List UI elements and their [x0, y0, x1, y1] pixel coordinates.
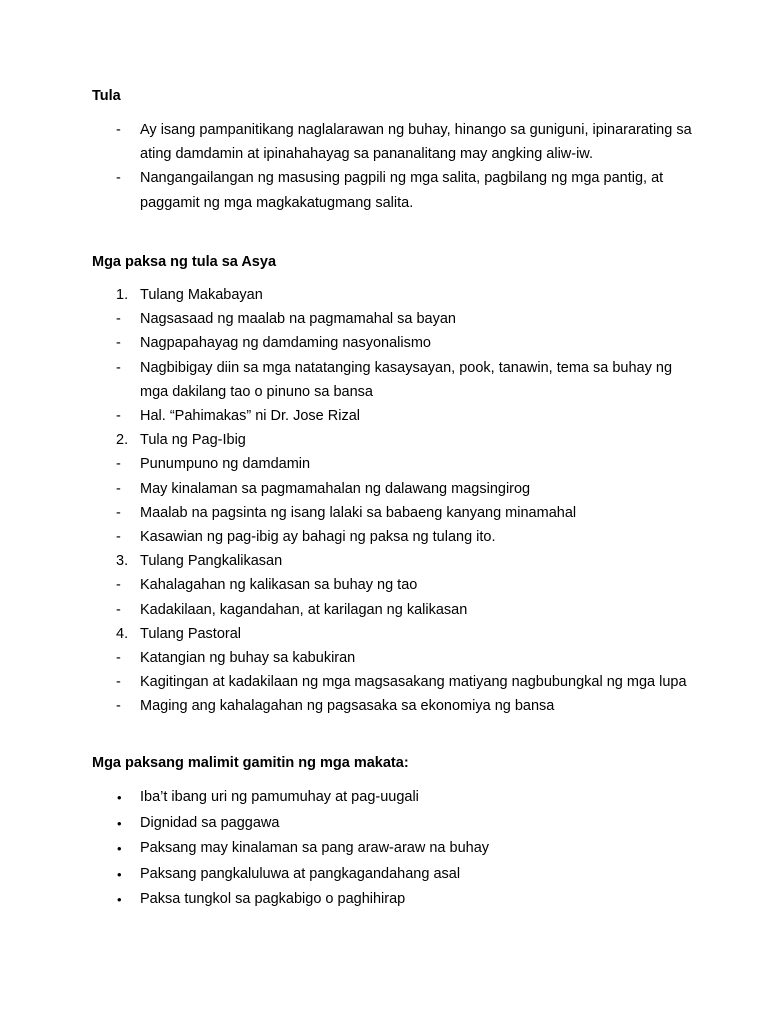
dash-marker: -	[116, 170, 121, 187]
list-item-text: Paksa tungkol sa pagkabigo o paghihirap	[140, 891, 406, 907]
section-heading-paksang-malimit: Mga paksang malimit gamitin ng mga makata:	[92, 755, 409, 771]
dash-marker: -	[116, 577, 121, 594]
list-item-text: Dignidad sa paggawa	[140, 814, 280, 831]
list-item	[0, 598, 700, 622]
list-item-text: Nagbibigay diin sa mga natatanging kasaysayan, pook, tanawin, tema sa buhay ng mga dakilang tao o pinuno sa bansa	[140, 359, 673, 400]
list-item-text: Nagpapahayag ng damdaming nasyonalismo	[140, 335, 431, 352]
list-item-text: Kagitingan at kadakilaan ng mga magsasakang matiyang nagbubungkal ng mga lupa	[140, 674, 687, 691]
dash-marker: -	[116, 480, 121, 497]
list-item	[0, 118, 700, 166]
list-item-text: Tulang Makabayan	[140, 287, 263, 303]
list-item	[0, 501, 700, 525]
section-heading-paksa-asya: Mga paksa ng tula sa Asya	[92, 254, 277, 270]
dash-marker: -	[116, 504, 121, 521]
number-marker: 4.	[116, 625, 129, 642]
paksa-asya-list	[0, 283, 768, 719]
list-item-numbered	[0, 428, 700, 452]
dash-marker: -	[116, 650, 121, 667]
dash-marker: -	[116, 529, 121, 546]
list-item-text: Tulang Pangkalikasan	[140, 553, 283, 570]
list-item	[0, 166, 700, 214]
list-item	[0, 356, 700, 404]
number-marker: 3.	[116, 553, 129, 570]
list-item-text: Paksang pangkaluluwa at pangkagandahang asal	[140, 865, 461, 882]
bullet-marker: •	[117, 841, 122, 856]
list-item	[0, 452, 700, 476]
list-item	[0, 525, 700, 549]
bullet-marker: •	[117, 815, 122, 831]
list-item-text: Tula ng Pag-Ibig	[140, 432, 246, 449]
list-item-text: Tulang Pastoral	[140, 625, 242, 642]
bullet-marker: •	[117, 866, 122, 882]
list-item-text: Maging ang kahalagahan ng pagsasaka sa ekonomiya ng bansa	[140, 698, 555, 715]
paksang-malimit-list	[0, 785, 768, 913]
number-marker: 1.	[116, 287, 129, 303]
list-item-text: Paksang may kinalaman sa pang araw-araw na buhay	[140, 840, 490, 856]
bullet-marker: •	[117, 790, 122, 805]
list-item-text: Punumpuno ng damdamin	[140, 456, 311, 473]
list-item	[0, 573, 700, 597]
list-item-text: Katangian ng buhay sa kabukiran	[140, 650, 356, 667]
list-item-text: Nangangailangan ng masusing pagpili ng mga salita, pagbilang ng mga pantig, at paggamit ng mga magkakatugmang salita.	[140, 170, 664, 211]
list-item-text: Ay isang pampanitikang naglalarawan ng buhay, hinango sa guniguni, ipinararating sa ating damdamin at ipinahahayag sa pananalitang may angking aliw-iw.	[140, 122, 692, 163]
dash-marker: -	[116, 408, 121, 425]
list-item	[0, 307, 700, 331]
list-item	[0, 694, 700, 718]
dash-marker: -	[116, 698, 121, 715]
list-item-bullet	[0, 887, 700, 913]
list-item-text: Kasawian ng pag-ibig ay bahagi ng paksa ng tulang ito.	[140, 529, 496, 546]
list-item-bullet	[0, 811, 700, 837]
list-item	[0, 331, 700, 355]
dash-marker: -	[116, 456, 121, 473]
list-item	[0, 670, 700, 694]
list-item-bullet	[0, 785, 700, 811]
list-item-text: Hal. “Pahimakas” ni Dr. Jose Rizal	[140, 408, 360, 425]
dash-marker: -	[116, 674, 121, 691]
tula-definition-list	[0, 118, 768, 215]
list-item	[0, 646, 700, 670]
dash-marker: -	[116, 311, 121, 328]
dash-marker: -	[116, 122, 121, 138]
list-item-text: Kadakilaan, kagandahan, at karilagan ng kalikasan	[140, 601, 468, 618]
dash-marker: -	[116, 335, 121, 352]
list-item-bullet	[0, 862, 700, 888]
section-heading-tula: Tula	[92, 88, 121, 104]
number-marker: 2.	[116, 432, 129, 449]
list-item-text: Iba’t ibang uri ng pamumuhay at pag-uugali	[140, 789, 419, 805]
dash-marker: -	[116, 359, 121, 376]
dash-marker: -	[116, 601, 121, 618]
bullet-marker: •	[117, 892, 122, 907]
list-item	[0, 404, 700, 428]
list-item-text: Nagsasaad ng maalab na pagmamahal sa bayan	[140, 311, 456, 328]
list-item-bullet	[0, 836, 700, 862]
list-item-text: Maalab na pagsinta ng isang lalaki sa babaeng kanyang minamahal	[140, 504, 577, 521]
list-item-text: May kinalaman sa pagmamahalan ng dalawang magsingirog	[140, 480, 531, 497]
list-item-text: Kahalagahan ng kalikasan sa buhay ng tao	[140, 577, 418, 594]
list-item	[0, 477, 700, 501]
list-item-numbered	[0, 622, 700, 646]
list-item-numbered	[0, 549, 700, 573]
list-item-numbered	[0, 283, 700, 307]
